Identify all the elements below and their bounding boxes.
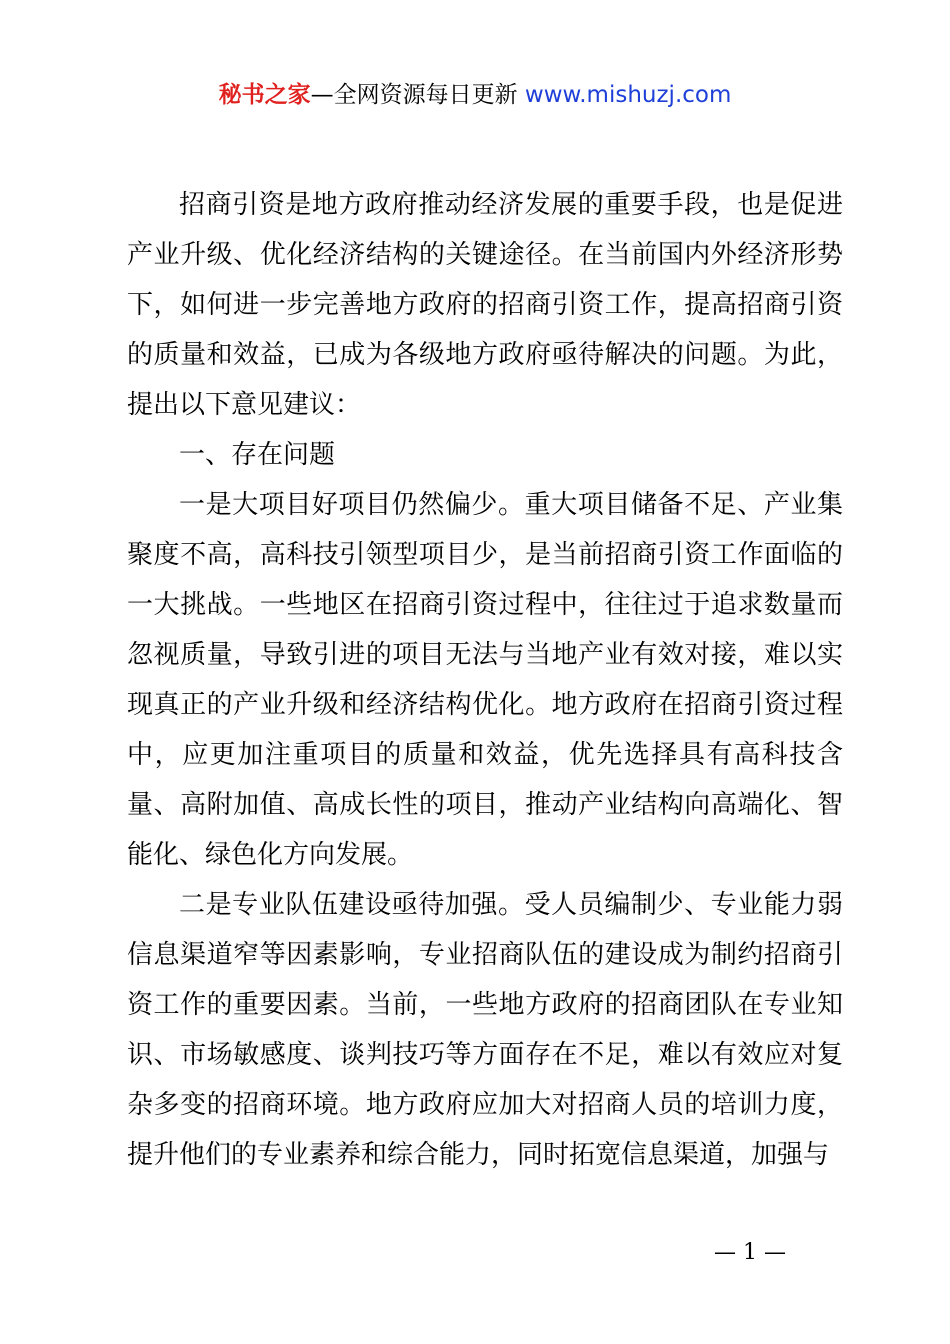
page-number: — 1 —: [714, 1240, 786, 1265]
section-heading: 一、存在问题: [179, 440, 336, 470]
header-url-link[interactable]: www.mishuzj.com: [524, 82, 732, 108]
header-tagline: —全网资源每日更新: [310, 82, 525, 108]
brand-name: 秘书之家: [218, 82, 311, 108]
problem-paragraph-1: 一是大项目好项目仍然偏少。重大项目储备不足、产业集聚度不高，高科技引领型项目少，是当前招商引资工作面临的一大挑战。一些地区在招商引资过程中，往往过于追求数量而忽视质量，导致引进的项目无法与当地产业有效对接，难以实现真正的产业升级和经济结构优化。地方政府在招商引资过程中，应更加注重项目的质量和效益，优先选择具有高科技含量、高附加值、高成长性的项目，推动产业结构向高端化、智能化、绿色化方向发展。: [127, 490, 843, 870]
intro-paragraph: 招商引资是地方政府推动经济发展的重要手段，也是促进产业升级、优化经济结构的关键途径。在当前国内外经济形势下，如何进一步完善地方政府的招商引资工作，提高招商引资的质量和效益，已成为各级地方政府亟待解决的问题。为此，提出以下意见建议：: [127, 190, 843, 420]
document-body: [127, 180, 843, 1180]
problem-paragraph-2: 二是专业队伍建设亟待加强。受人员编制少、专业能力弱信息渠道窄等因素影响，专业招商队伍的建设成为制约招商引资工作的重要因素。当前，一些地方政府的招商团队在专业知识、市场敏感度、谈判技巧等方面存在不足，难以有效应对复杂多变的招商环境。地方政府应加大对招商人员的培训力度，提升他们的专业素养和综合能力，同时拓宽信息渠道，加强与: [127, 890, 843, 1170]
site-header: [0, 78, 950, 112]
